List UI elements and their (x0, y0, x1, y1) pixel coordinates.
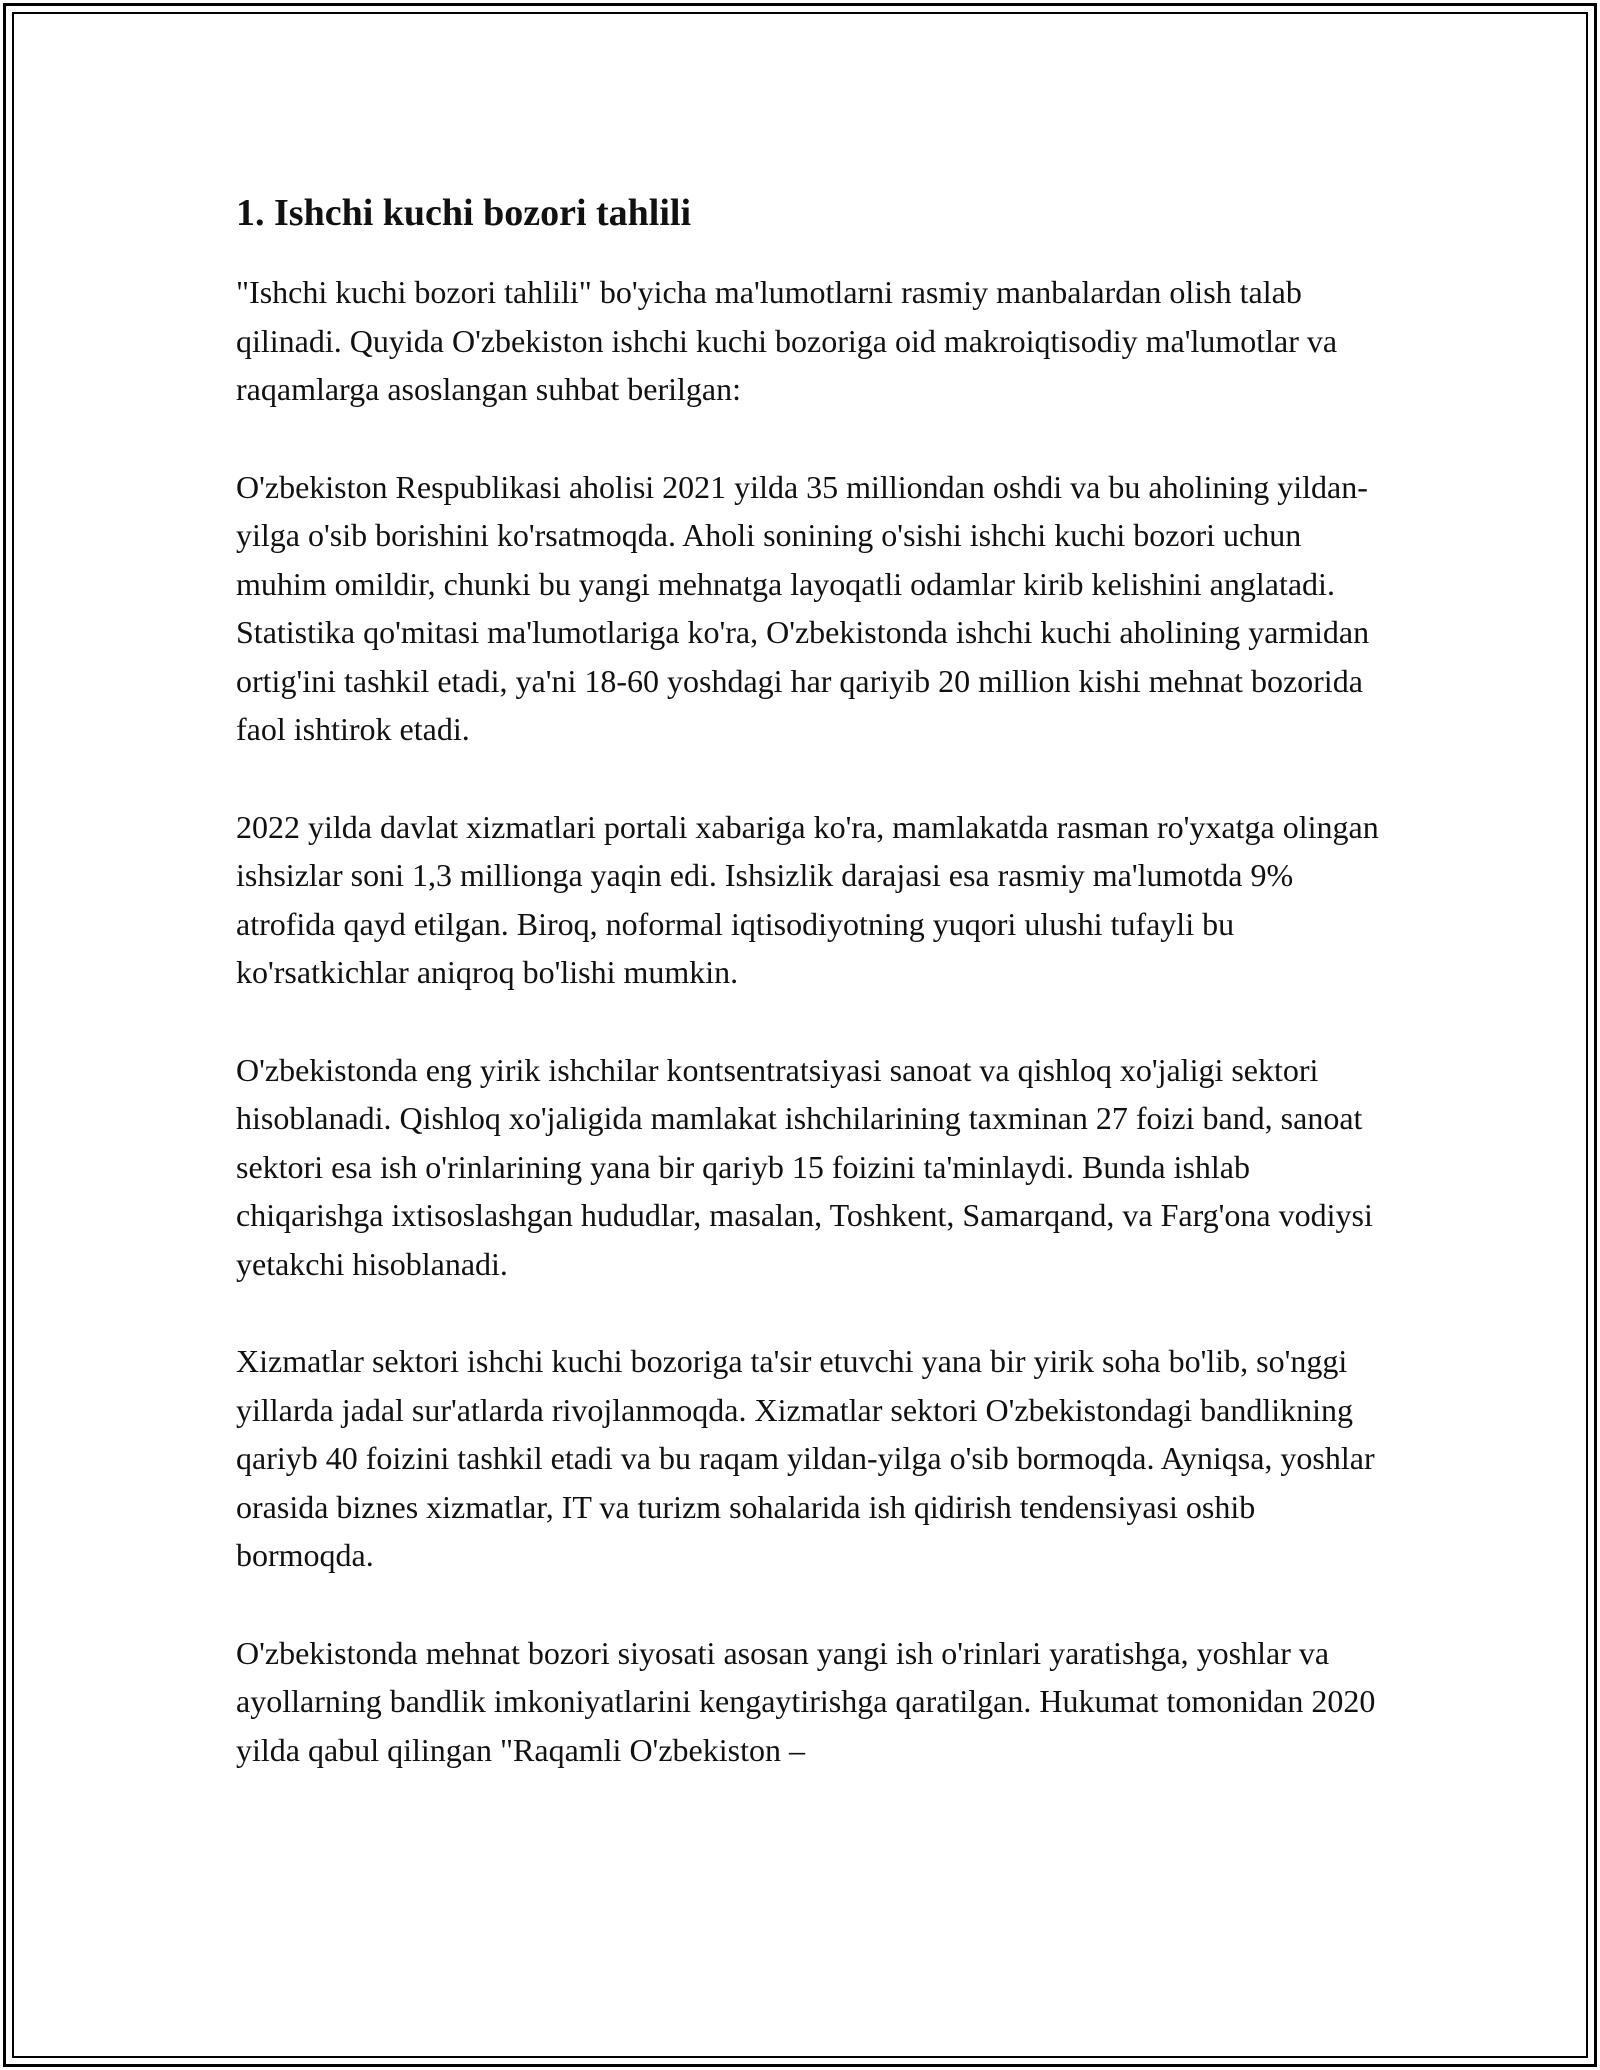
paragraph-population: O'zbekiston Respublikasi aholisi 2021 yilda 35 milliondan oshdi va bu aholining yildan-yilga o'sib borishini ko'rsatmoqda. Aholi sonining o'sishi ishchi kuchi bozori uchun muhim omildir, chunki bu yangi mehnatga layoqatli odamlar kirib kelishini anglatadi. Statistika qo'mitasi ma'lumotlariga ko'ra, O'zbekistonda ishchi kuchi aholining yarmidan ortig'ini tashkil etadi, ya'ni 18-60 yoshdagi har qariyib 20 million kishi mehnat bozorida faol ishtirok etadi. (236, 468, 1370, 747)
paragraph-unemployment: 2022 yilda davlat xizmatlari portali xabariga ko'ra, mamlakatda rasman ro'yxatga olingan ishsizlar soni 1,3 millionga yaqin edi. Ishsizlik darajasi esa rasmiy ma'lumotda 9% atrofida qayd etilgan. Biroq, noformal iqtisodiyotning yuqori ulushi tufayli bu ko'rsatkichlar aniqroq bo'lishi mumkin. (236, 808, 1379, 990)
paragraph-policy: O'zbekistonda mehnat bozori siyosati asosan yangi ish o'rinlari yaratishga, yoshlar va ayollarning bandlik imkoniyatlarini kengaytirishga qaratilgan. Hukumat tomonidan 2020 yilda qabul qilingan "Raqamli O'zbekiston – (236, 1634, 1376, 1768)
paragraph-services: Xizmatlar sektori ishchi kuchi bozoriga ta'sir etuvchi yana bir yirik soha bo'lib, so'nggi yillarda jadal sur'atlarda rivojlanmoqda. Xizmatlar sektori O'zbekistondagi bandlikning qariyb 40 foizini tashkil etadi va bu raqam yildan-yilga o'sib bormoqda. Ayniqsa, yoshlar orasida biznes xizmatlar, IT va turizm sohalarida ish qidirish tendensiyasi oshib bormoqda. (236, 1343, 1375, 1573)
document-body (236, 188, 1386, 1774)
section-heading: 1. Ishchi kuchi bozori tahlili (236, 192, 692, 234)
paragraph-intro: "Ishchi kuchi bozori tahlili" bo'yicha ma'lumotlarni rasmiy manbalardan olish talab qilinadi. Quyida O'zbekiston ishchi kuchi bozoriga oid makroiqtisodiy ma'lumotlar va raqamlarga asoslangan suhbat berilgan: (236, 274, 1338, 407)
paragraph-industry-agriculture: O'zbekistonda eng yirik ishchilar kontsentratsiyasi sanoat va qishloq xo'jaligi sektori hisoblanadi. Qishloq xo'jaligida mamlakat ishchilarining taxminan 27 foizi band, sanoat sektori esa ish o'rinlarining yana bir qariyb 15 foizini ta'minlaydi. Bunda ishlab chiqarishga ixtisoslashgan hududlar, masalan, Toshkent, Samarqand, va Farg'ona vodiysi yetakchi hisoblanadi. (236, 1051, 1373, 1282)
